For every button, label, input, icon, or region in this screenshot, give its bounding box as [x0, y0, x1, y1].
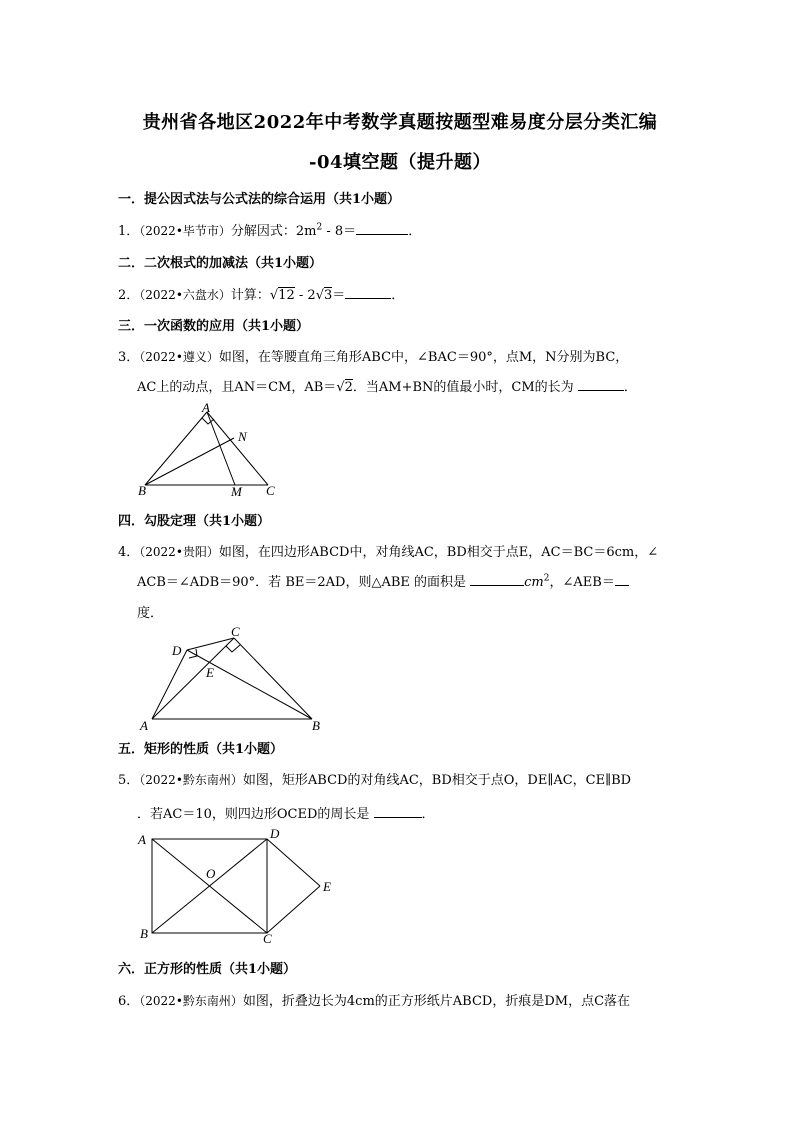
point-label: M: [231, 484, 242, 499]
figure-q4: [130, 622, 330, 732]
figure-q3: [130, 400, 290, 500]
section-heading: 五．矩形的性质（共1小题）: [118, 742, 284, 757]
answer-blank[interactable]: [615, 573, 629, 586]
answer-blank[interactable]: [356, 222, 408, 235]
question-number: 6．: [118, 994, 140, 1009]
exponent: 2: [543, 573, 550, 584]
question-text: - 8＝: [322, 224, 357, 239]
question-source: （2022•六盘水）: [139, 288, 231, 302]
question-text: AC上的动点，且AN＝CM，AB＝: [137, 380, 337, 395]
point-label: C: [231, 624, 240, 639]
question-number: 3．: [118, 350, 140, 365]
point-label: A: [138, 832, 146, 847]
point-label: B: [312, 718, 320, 732]
question-end: ．: [408, 224, 422, 239]
question-5: [118, 769, 631, 788]
question-end: ．: [421, 807, 435, 822]
point-label: B: [138, 483, 146, 498]
point-label: D: [172, 643, 182, 658]
section-heading: 三．一次函数的应用（共1小题）: [118, 319, 310, 334]
point-label: O: [206, 866, 216, 881]
point-label: E: [323, 879, 331, 894]
question-number: 2．: [118, 288, 140, 303]
question-number: 4．: [118, 545, 140, 560]
section-heading: 一．提公因式法与公式法的综合运用（共1小题）: [118, 192, 401, 207]
question-4: [118, 541, 658, 560]
radicand: 3: [324, 288, 333, 303]
answer-blank[interactable]: [345, 286, 391, 299]
point-label: N: [238, 429, 247, 444]
question-text: 如图，折叠边长为4cm的正方形纸片ABCD，折痕是DM，点C落在: [242, 994, 631, 1009]
question-4-line3: 度．: [137, 606, 164, 621]
figure-q5: [130, 825, 350, 950]
document-subtitle: -04填空题（提升题）: [308, 152, 492, 173]
sqrt-symbol: √: [336, 380, 345, 395]
sqrt-symbol: √: [269, 288, 279, 303]
radicand: 2: [344, 380, 353, 395]
question-number: 5．: [118, 773, 140, 788]
question-text: 分解因式：2m: [230, 224, 317, 239]
question-source: （2022•贵阳）: [139, 545, 219, 559]
question-text: 如图，在等腰直角三角形ABC中，∠BAC＝90°，点M，N分别为BC，: [218, 350, 629, 365]
point-label: C: [263, 931, 272, 946]
point-label: A: [202, 400, 210, 415]
question-5-line2: [137, 803, 435, 822]
section-heading: 六．正方形的性质（共1小题）: [118, 962, 297, 977]
sqrt-symbol: √: [315, 288, 324, 303]
question-text: 如图，矩形ABCD的对角线AC，BD相交于点O，DE∥AC，CE∥BD: [242, 773, 632, 788]
question-source: （2022•遵义）: [139, 350, 219, 364]
question-3-line2: [137, 376, 637, 395]
answer-blank[interactable]: [374, 805, 422, 818]
question-text: 如图，在四边形ABCD中，对角线AC，BD相交于点E，AC＝BC＝6cm，∠: [218, 545, 659, 560]
point-label: E: [206, 665, 214, 680]
question-source: （2022•毕节市）: [139, 224, 231, 238]
question-text: ACB＝∠ADB＝90°．若 BE＝2AD，则△ABE 的面积是: [137, 575, 467, 590]
question-6: [118, 990, 630, 1009]
question-source: （2022•黔东南州）: [139, 994, 243, 1008]
question-2: [118, 284, 404, 303]
section-heading: 二．二次根式的加减法（共1小题）: [118, 256, 323, 271]
question-text: ＝: [332, 288, 346, 303]
exponent: 2: [316, 222, 323, 233]
document-title: 贵州省各地区2022年中考数学真题按题型难易度分层分类汇编: [142, 112, 658, 133]
question-4-line2: [137, 571, 629, 590]
answer-blank[interactable]: [578, 378, 624, 391]
question-text: 计算：: [230, 288, 270, 303]
question-text: ．当AM+BN的值最小时，CM的长为: [352, 380, 574, 395]
question-text: ．若AC＝10，则四边形OCED的周长是: [137, 807, 370, 822]
question-end: ．: [391, 288, 405, 303]
answer-blank[interactable]: [470, 573, 524, 586]
point-label: A: [140, 718, 148, 732]
point-label: B: [140, 926, 148, 941]
question-text: ，∠AEB＝: [549, 575, 615, 590]
point-label: C: [266, 483, 275, 498]
unit: cm: [524, 575, 544, 590]
question-text: - 2: [294, 288, 316, 303]
question-number: 1．: [118, 224, 140, 239]
question-3: [118, 346, 628, 365]
question-1: [118, 220, 421, 239]
question-source: （2022•黔东南州）: [139, 773, 243, 787]
point-label: D: [270, 826, 280, 841]
section-heading: 四．勾股定理（共1小题）: [118, 514, 271, 529]
question-end: ．: [623, 380, 637, 395]
radicand: 12: [278, 288, 295, 303]
